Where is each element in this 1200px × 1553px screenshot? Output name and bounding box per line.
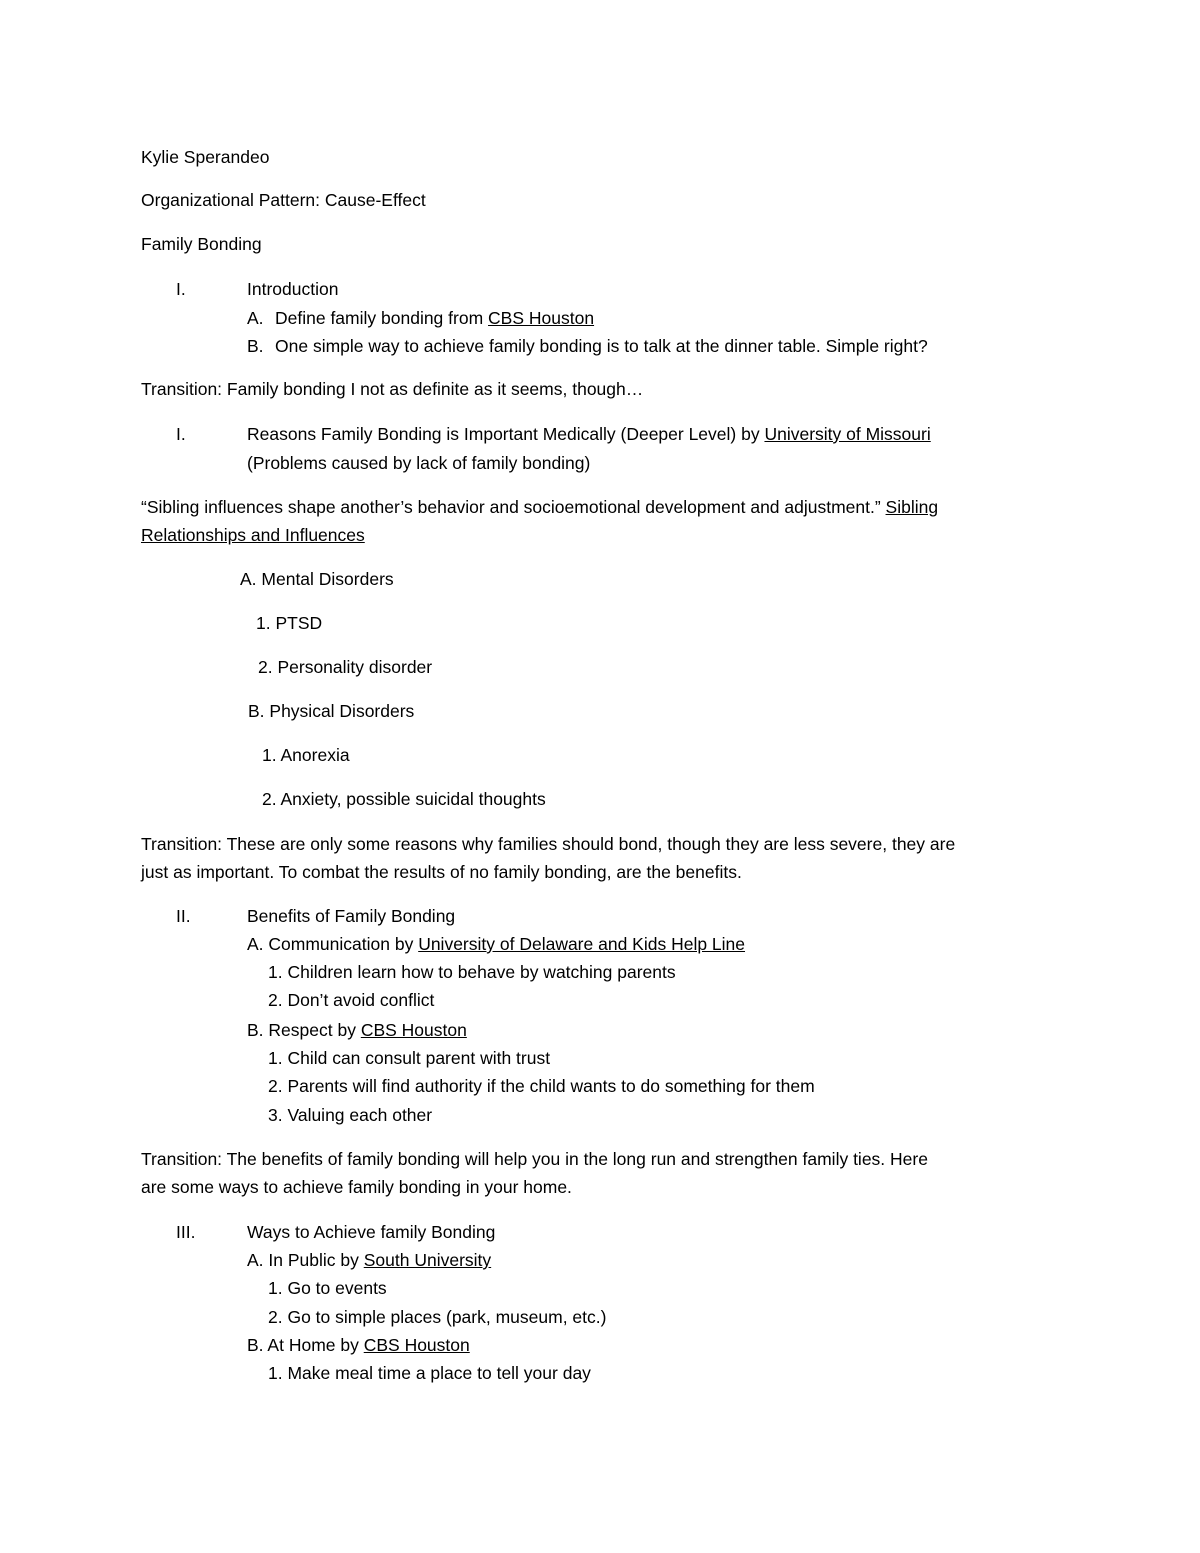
outline-item-text: B. Respect by — [247, 1020, 361, 1040]
outline-item — [247, 1335, 470, 1355]
outline-item — [247, 1020, 467, 1040]
list-item: 1. Child can consult parent with trust — [268, 1048, 551, 1068]
outline-numeral: I. — [176, 279, 186, 299]
list-item: 1. Make meal time a place to tell your day — [268, 1363, 591, 1383]
section-heading-introduction: Introduction — [247, 279, 339, 299]
list-item: 1. PTSD — [256, 613, 323, 633]
outline-numeral: III. — [176, 1222, 196, 1242]
document-title: Family Bonding — [141, 234, 262, 254]
source-link[interactable]: University of Missouri — [764, 424, 931, 444]
section-heading-reasons — [247, 424, 931, 444]
source-link[interactable]: CBS Houston — [488, 308, 595, 328]
list-item: 2. Anxiety, possible suicidal thoughts — [262, 789, 546, 809]
source-link[interactable]: Sibling — [885, 497, 939, 517]
outline-item-text: Define family bonding from — [275, 308, 489, 328]
subsection-heading: B. Physical Disorders — [248, 701, 415, 721]
transition-text: Transition: Family bonding I not as definite as it seems, though… — [141, 379, 644, 399]
outline-item-text: A. In Public by — [247, 1250, 364, 1270]
outline-item: One simple way to achieve family bonding is to talk at the dinner table. Simple right? — [275, 336, 928, 356]
source-link[interactable]: University of Delaware and Kids Help Line — [418, 934, 746, 954]
source-link[interactable]: CBS Houston — [363, 1335, 470, 1355]
list-item: 1. Anorexia — [262, 745, 350, 765]
outline-item-text: A. Communication by — [247, 934, 419, 954]
transition-text: are some ways to achieve family bonding in your home. — [141, 1177, 572, 1197]
section-heading-benefits: Benefits of Family Bonding — [247, 906, 456, 926]
quote-line — [141, 497, 938, 517]
outline-label: A. — [247, 308, 264, 328]
section-heading-ways: Ways to Achieve family Bonding — [247, 1222, 496, 1242]
author-name: Kylie Sperandeo — [141, 147, 270, 167]
subsection-heading: A. Mental Disorders — [240, 569, 394, 589]
quote-line — [141, 525, 365, 545]
organizational-pattern: Organizational Pattern: Cause-Effect — [141, 190, 426, 210]
outline-numeral: II. — [176, 906, 191, 926]
outline-numeral: I. — [176, 424, 186, 444]
list-item: 1. Go to events — [268, 1278, 387, 1298]
list-item: 1. Children learn how to behave by watching parents — [268, 962, 676, 982]
quote-text: “Sibling influences shape another’s behavior and socioemotional development and adjustment.” — [141, 497, 886, 517]
outline-item — [247, 934, 745, 954]
transition-text: Transition: The benefits of family bonding will help you in the long run and strengthen family ties. Here — [141, 1149, 928, 1169]
list-item: 2. Personality disorder — [258, 657, 433, 677]
transition-text: just as important. To combat the results of no family bonding, are the benefits. — [141, 862, 742, 882]
list-item: 2. Parents will find authority if the child wants to do something for them — [268, 1076, 815, 1096]
list-item: 2. Don’t avoid conflict — [268, 990, 435, 1010]
section-subheading: (Problems caused by lack of family bonding) — [247, 453, 591, 473]
list-item: 2. Go to simple places (park, museum, etc.) — [268, 1307, 607, 1327]
outline-item — [247, 1250, 491, 1270]
source-link[interactable]: CBS Houston — [360, 1020, 467, 1040]
source-link[interactable]: South University — [363, 1250, 492, 1270]
section-heading-text: Reasons Family Bonding is Important Medically (Deeper Level) by — [247, 424, 765, 444]
outline-item — [275, 308, 594, 328]
outline-item-text: B. At Home by — [247, 1335, 364, 1355]
source-link[interactable]: Relationships and Influences — [141, 525, 365, 545]
transition-text: Transition: These are only some reasons why families should bond, though they are less severe, they are — [141, 834, 956, 854]
list-item: 3. Valuing each other — [268, 1105, 433, 1125]
outline-label: B. — [247, 336, 264, 356]
